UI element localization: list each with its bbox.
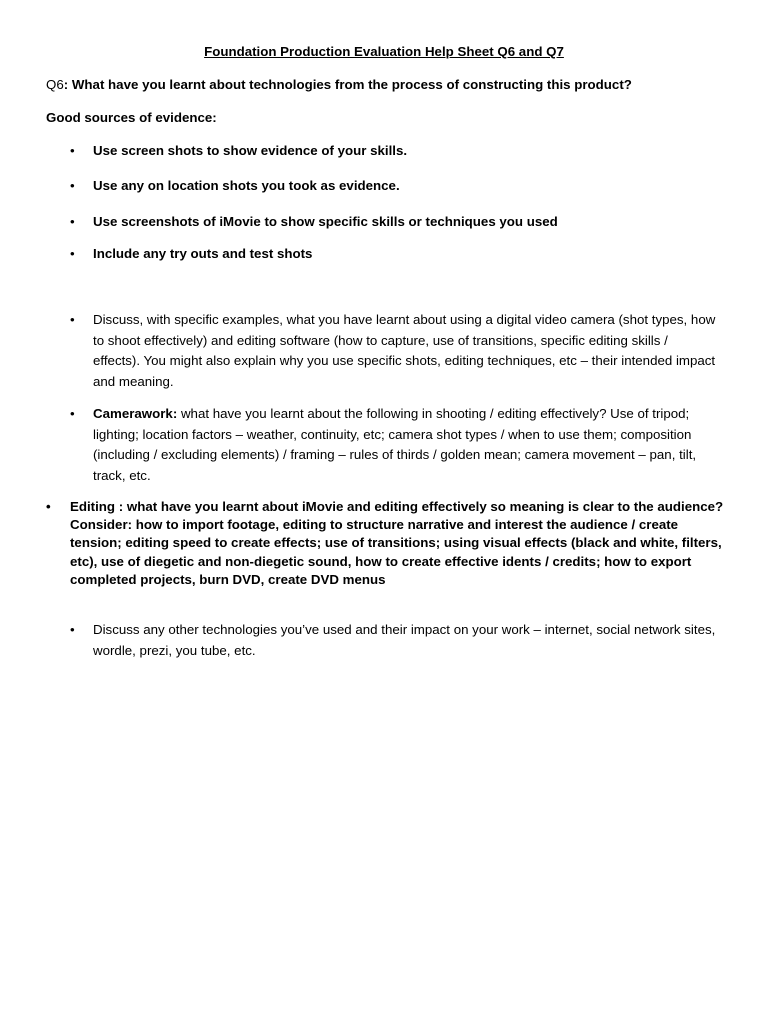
bullet-icon: •: [70, 143, 75, 158]
bullet-icon: •: [46, 499, 51, 514]
camerawork-text: what have you learnt about the following in shooting / editing effectively? Use of tripod; lighting; location factors – weather, continuity, etc; camera shot types / when to use them; composition (including / excluding elements) / framing – rules of thirds / golden mean; camera movement – pan, tilt, track, etc.: [93, 406, 697, 483]
bullet-icon: •: [70, 406, 75, 421]
q6-text: : What have you learnt about technologies from the process of constructing this product?: [63, 77, 632, 92]
bullet-icon: •: [70, 178, 75, 193]
editing-label: Editing :: [70, 499, 124, 514]
bullet-icon: •: [70, 246, 75, 261]
discuss-camera-text: Discuss, with specific examples, what you have learnt about using a digital video camera (shot types, how to shoot effectively) and editing software (how to capture, use of transitions, specific editing skills / effects). You might also explain why you use specific shots, editing techniques, etc – their intended impact and meaning.: [93, 312, 716, 389]
bullet-icon: •: [70, 312, 75, 327]
list-item-text: Use any on location shots you took as evidence.: [93, 178, 400, 193]
camerawork-item: [93, 404, 718, 486]
list-item-text: Use screenshots of iMovie to show specific skills or techniques you used: [93, 214, 558, 229]
evidence-heading: Good sources of evidence:: [46, 110, 217, 125]
editing-text-block: [70, 498, 732, 589]
q6-label: Q6: [46, 77, 64, 92]
editing-text: what have you learnt about iMovie and editing effectively so meaning is clear to the audience? Consider: how to import footage, editing to structure narrative and interest the audience / create tension; editing speed to create effects; use of transitions; using visual effects (black and white, filters, etc), use of diegetic and non-diegetic sound, how to create effective idents / credits; how to export completed projects, burn DVD, create DVD menus: [70, 499, 724, 587]
page-title: Foundation Production Evaluation Help Sheet Q6 and Q7: [204, 44, 564, 59]
question-q6: [46, 75, 736, 95]
discuss-other-text: Discuss any other technologies you’ve used and their impact on your work – internet, social network sites, wordle, prezi, you tube, etc.: [93, 622, 716, 658]
list-item-text: Use screen shots to show evidence of your skills.: [93, 143, 408, 158]
bullet-icon: •: [70, 622, 75, 637]
list-item-text: Include any try outs and test shots: [93, 246, 313, 261]
camerawork-label: Camerawork:: [93, 406, 178, 421]
bullet-icon: •: [70, 214, 75, 229]
